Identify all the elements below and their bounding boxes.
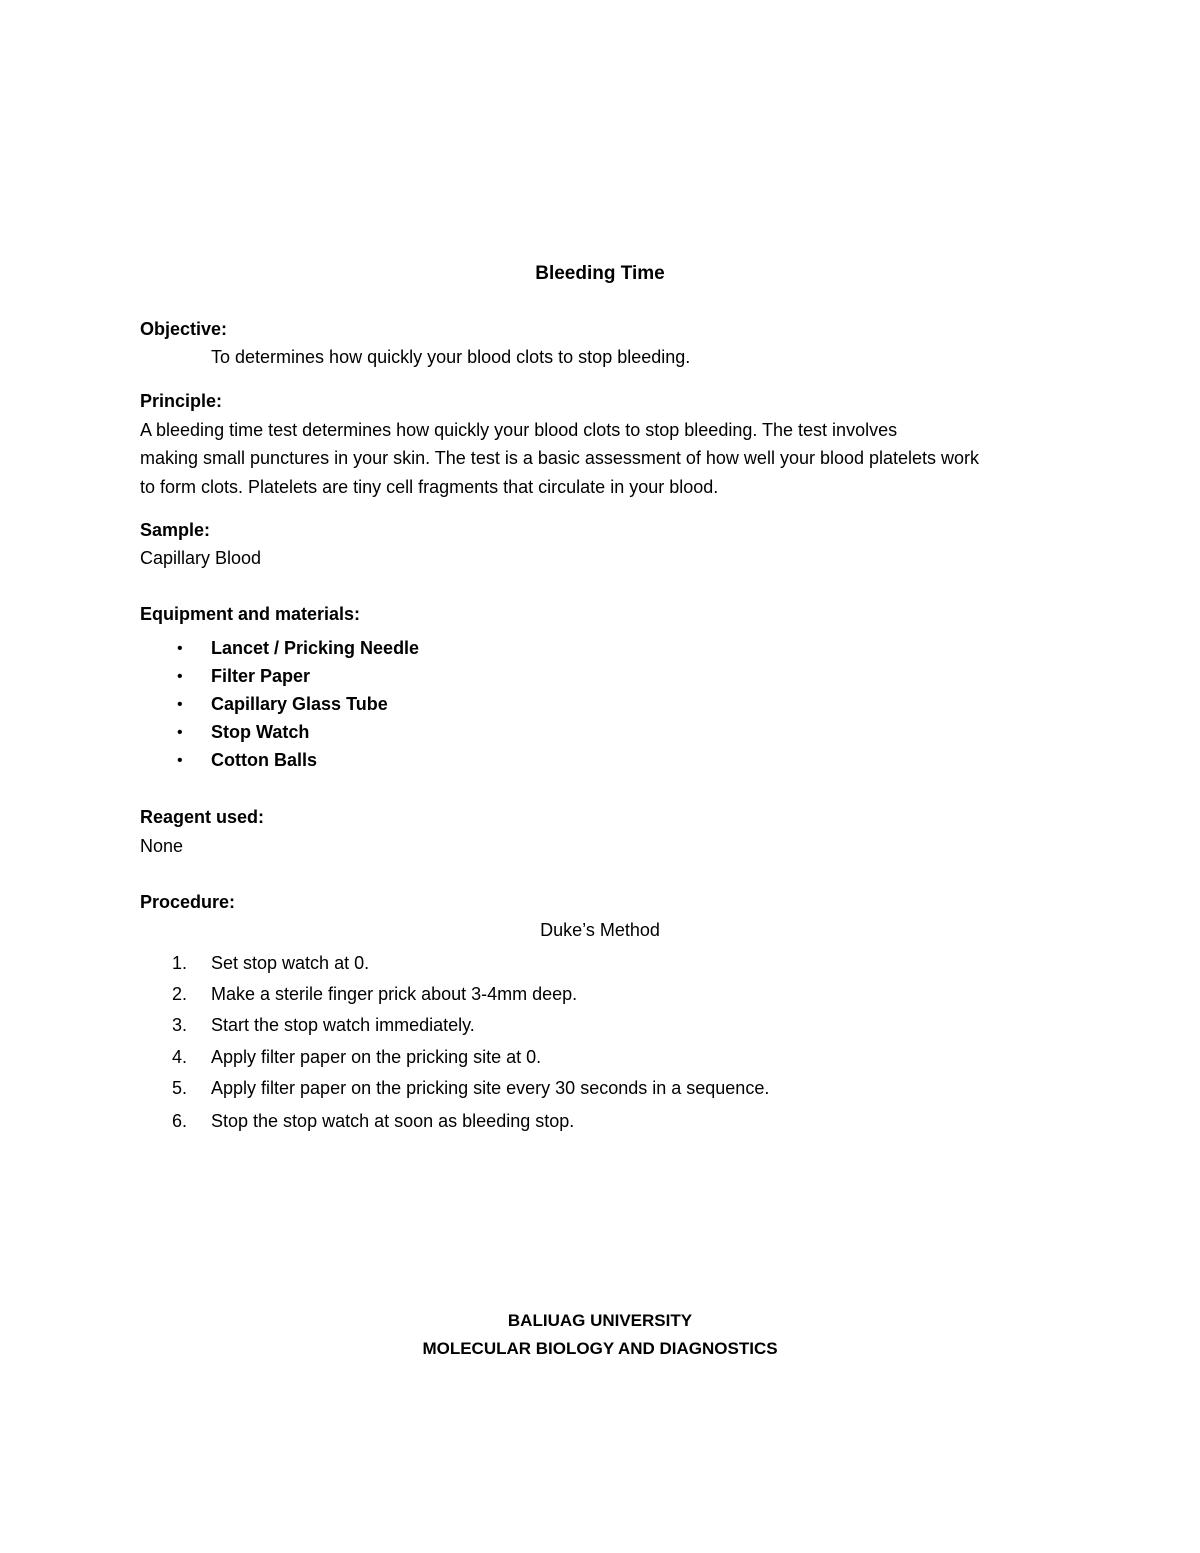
procedure-method: Duke’s Method bbox=[540, 920, 660, 940]
reagent-text: None bbox=[140, 836, 184, 856]
step-number: 2. bbox=[172, 984, 188, 1004]
principle-line: to form clots. Platelets are tiny cell fragments that circulate in your blood. bbox=[140, 477, 719, 497]
step-number: 6. bbox=[172, 1111, 188, 1131]
procedure-heading: Procedure: bbox=[140, 892, 236, 912]
document-title: Bleeding Time bbox=[535, 263, 665, 284]
principle-line: A bleeding time test determines how quickly your blood clots to stop bleeding. The test involves bbox=[140, 420, 898, 440]
step-number: 4. bbox=[172, 1047, 188, 1067]
step-text: Set stop watch at 0. bbox=[211, 953, 370, 973]
bullet-icon: • bbox=[177, 696, 183, 713]
step-text: Apply filter paper on the pricking site at 0. bbox=[211, 1047, 542, 1067]
step-number: 5. bbox=[172, 1078, 188, 1098]
equipment-item: Stop Watch bbox=[211, 722, 310, 742]
bullet-icon: • bbox=[177, 668, 183, 685]
step-text: Start the stop watch immediately. bbox=[211, 1015, 475, 1035]
step-text: Stop the stop watch at soon as bleeding stop. bbox=[211, 1111, 575, 1131]
step-number: 1. bbox=[172, 953, 188, 973]
step-number: 3. bbox=[172, 1015, 188, 1035]
step-text: Apply filter paper on the pricking site every 30 seconds in a sequence. bbox=[211, 1078, 770, 1098]
sample-text: Capillary Blood bbox=[140, 548, 262, 568]
equipment-item: Filter Paper bbox=[211, 666, 311, 686]
equipment-item: Capillary Glass Tube bbox=[211, 694, 388, 714]
objective-text: To determines how quickly your blood clots to stop bleeding. bbox=[211, 347, 691, 367]
bullet-icon: • bbox=[177, 640, 183, 657]
principle-line: making small punctures in your skin. The test is a basic assessment of how well your blood platelets work bbox=[140, 448, 980, 468]
footer-university: BALIUAG UNIVERSITY bbox=[507, 1311, 693, 1330]
sample-heading: Sample: bbox=[140, 520, 211, 540]
bullet-icon: • bbox=[177, 724, 183, 741]
principle-heading: Principle: bbox=[140, 391, 223, 411]
step-text: Make a sterile finger prick about 3-4mm deep. bbox=[211, 984, 578, 1004]
equipment-item: Lancet / Pricking Needle bbox=[211, 638, 420, 658]
reagent-heading: Reagent used: bbox=[140, 807, 265, 827]
objective-heading: Objective: bbox=[140, 319, 228, 339]
footer-department: MOLECULAR BIOLOGY AND DIAGNOSTICS bbox=[422, 1339, 778, 1358]
equipment-heading: Equipment and materials: bbox=[140, 604, 361, 624]
equipment-item: Cotton Balls bbox=[211, 750, 317, 770]
bullet-icon: • bbox=[177, 752, 183, 769]
